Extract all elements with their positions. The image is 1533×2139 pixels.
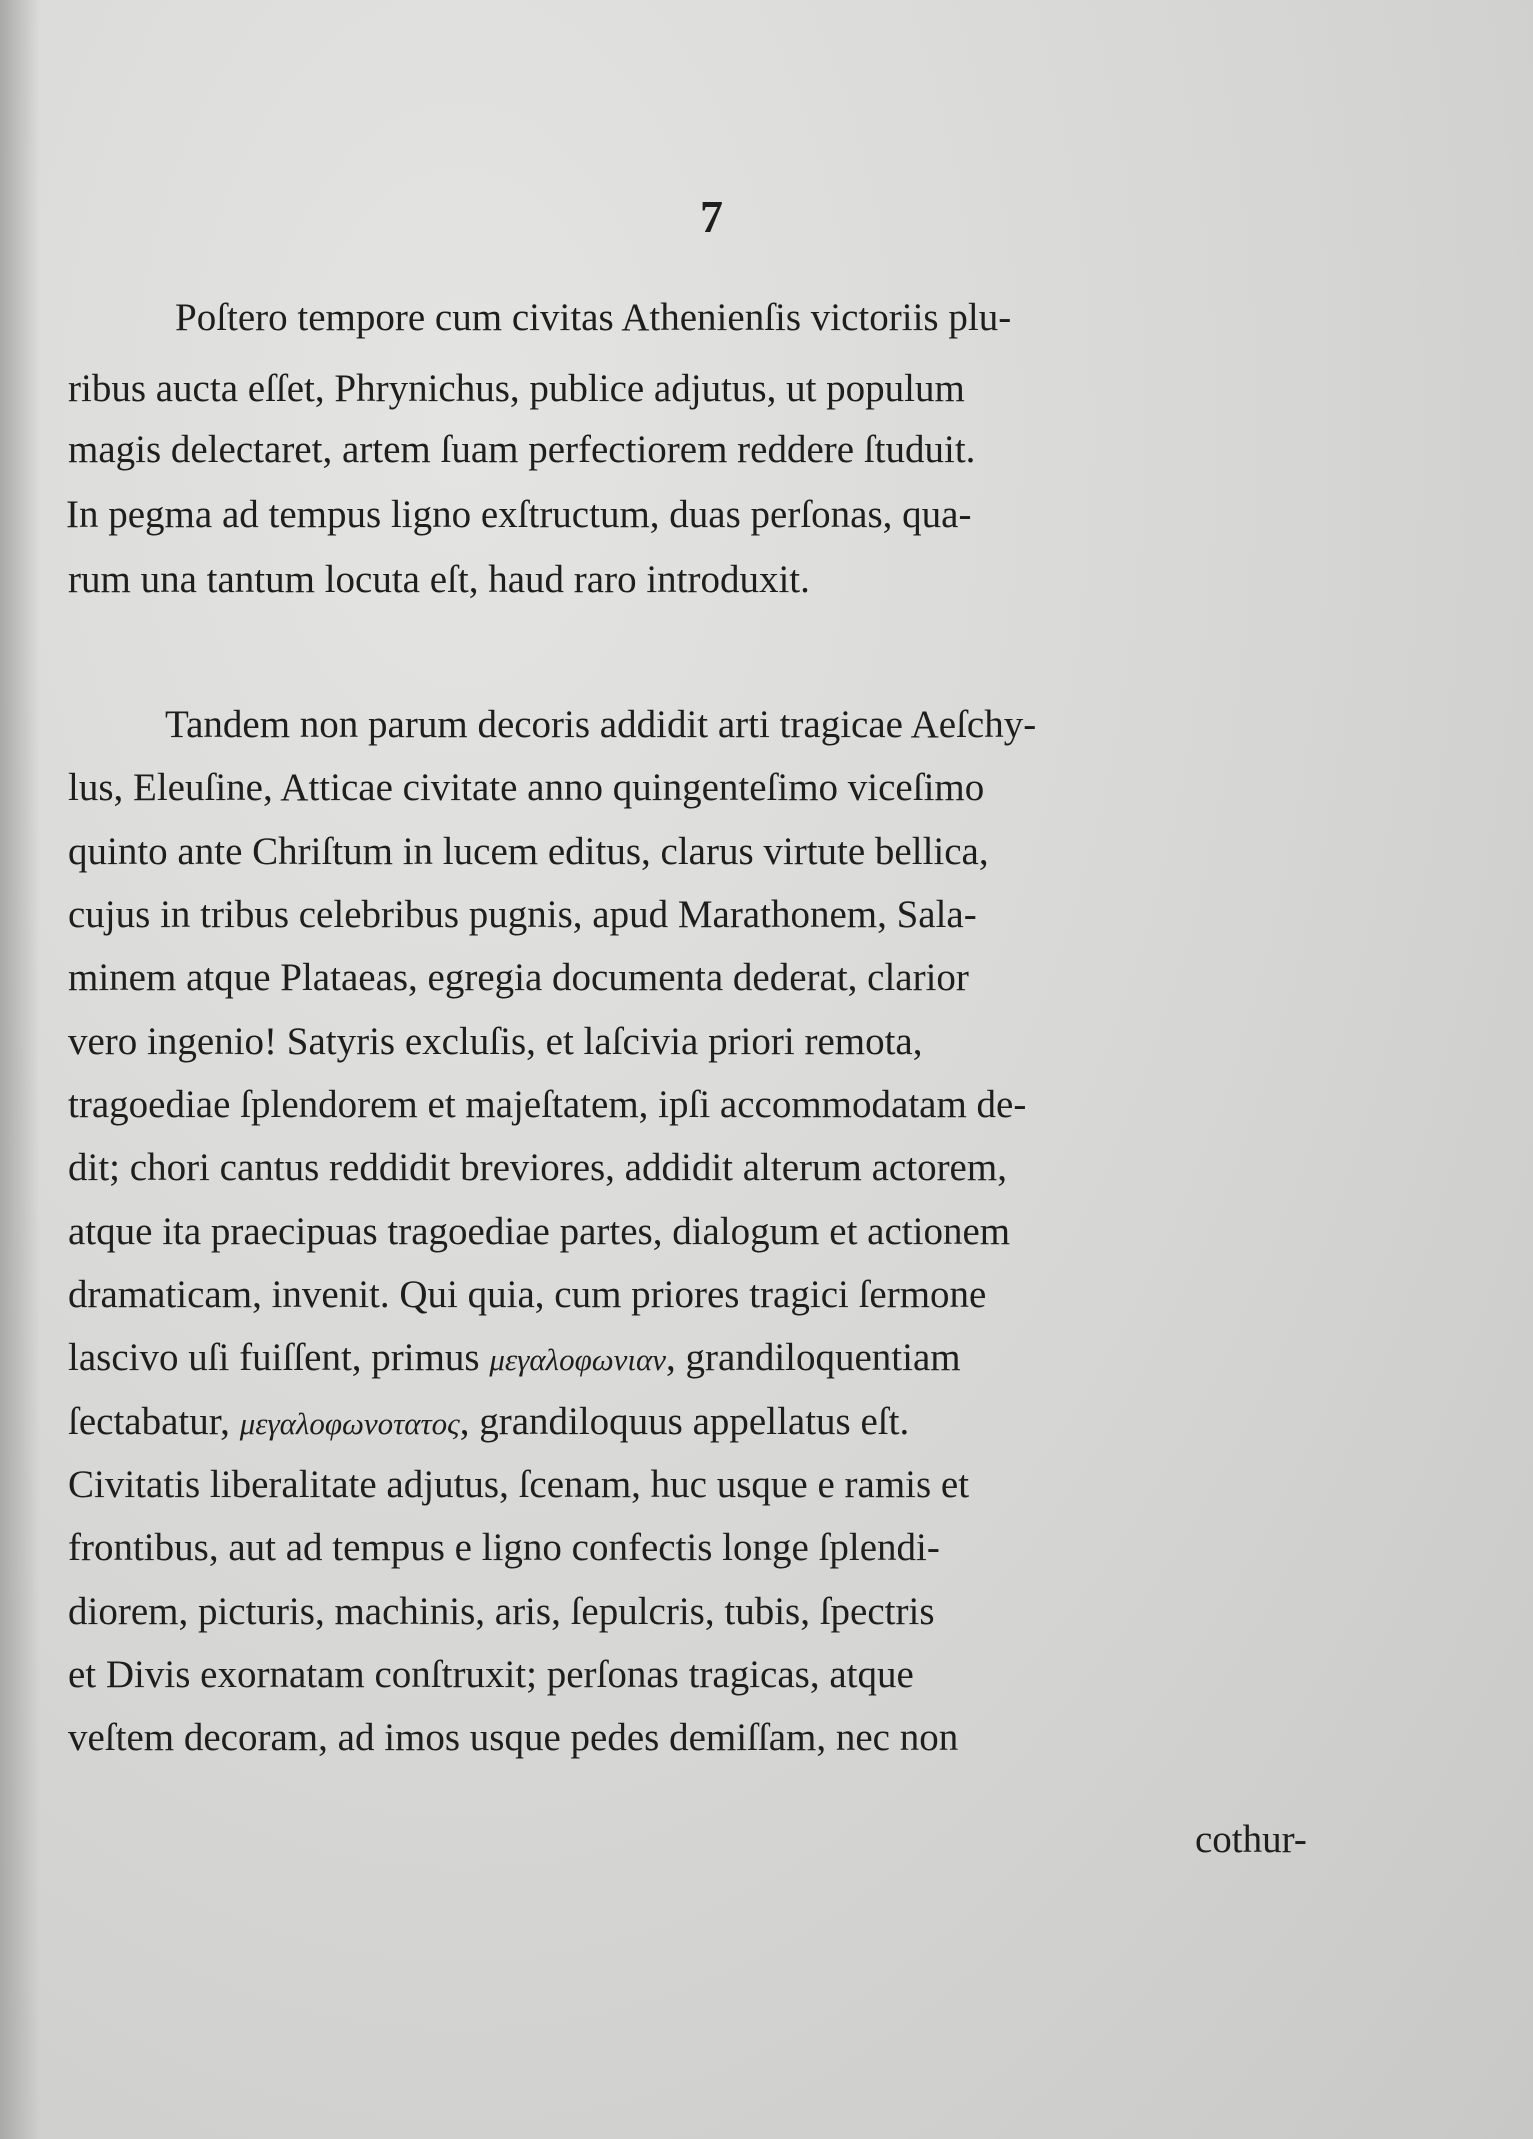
text-segment: lascivo uſi fuiſſent, primus — [68, 1336, 480, 1379]
text-segment: , grandiloquus appellatus eſt. — [459, 1400, 910, 1443]
text-line: minem atque Plataeas, egregia documenta dederat, clarior — [68, 956, 969, 999]
text-line: Poſtero tempore cum civitas Athenienſis victoriis plu- — [175, 296, 1012, 339]
text-line: dit; chori cantus reddidit breviores, addidit alterum actorem, — [68, 1146, 1007, 1189]
greek-word: μεγαλοφωνοτατος — [239, 1406, 460, 1441]
text-line: et Divis exornatam conſtruxit; perſonas tragicas, atque — [68, 1653, 914, 1696]
text-line: vero ingenio! Satyris excluſis, et laſcivia priori remota, — [68, 1020, 923, 1063]
text-line: tragoediae ſplendorem et majeſtatem, ipſi accommodatam de- — [68, 1083, 1027, 1126]
text-line: cujus in tribus celebribus pugnis, apud Marathonem, Sala- — [68, 893, 977, 936]
text-line — [68, 1338, 961, 1377]
text-line: In pegma ad tempus ligno exſtructum, duas perſonas, qua- — [66, 493, 972, 536]
text-line — [68, 1402, 909, 1441]
text-segment: ſectabatur, — [68, 1400, 230, 1443]
text-line: rum una tantum locuta eſt, haud raro introduxit. — [68, 558, 810, 601]
text-line: diorem, picturis, machinis, aris, ſepulcris, tubis, ſpectris — [68, 1590, 935, 1633]
text-segment: , grandiloquentiam — [666, 1336, 961, 1379]
text-line: veſtem decoram, ad imos usque pedes demiſſam, nec non — [68, 1716, 959, 1759]
page-gutter-shadow — [0, 0, 40, 2139]
text-line: Tandem non parum decoris addidit arti tragicae Aeſchy- — [165, 703, 1037, 746]
text-line: frontibus, aut ad tempus e ligno confectis longe ſplendi- — [68, 1526, 940, 1569]
text-line: atque ita praecipuas tragoediae partes, dialogum et actionem — [68, 1210, 1011, 1253]
text-line: ribus aucta eſſet, Phrynichus, publice adjutus, ut populum — [68, 367, 965, 410]
text-line: Civitatis liberalitate adjutus, ſcenam, huc usque e ramis et — [68, 1463, 970, 1506]
page-number: 7 — [700, 191, 723, 242]
text-line: quinto ante Chriſtum in lucem editus, clarus virtute bellica, — [68, 830, 989, 873]
text-line: lus, Eleuſine, Atticae civitate anno quingenteſimo viceſimo — [68, 766, 985, 809]
text-line: magis delectaret, artem ſuam perfectiorem reddere ſtuduit. — [68, 428, 976, 471]
text-line: dramaticam, invenit. Qui quia, cum priores tragici ſermone — [68, 1273, 987, 1316]
greek-word: μεγαλοφωνιαν — [489, 1342, 667, 1377]
catchword: cothur- — [1195, 1818, 1307, 1861]
